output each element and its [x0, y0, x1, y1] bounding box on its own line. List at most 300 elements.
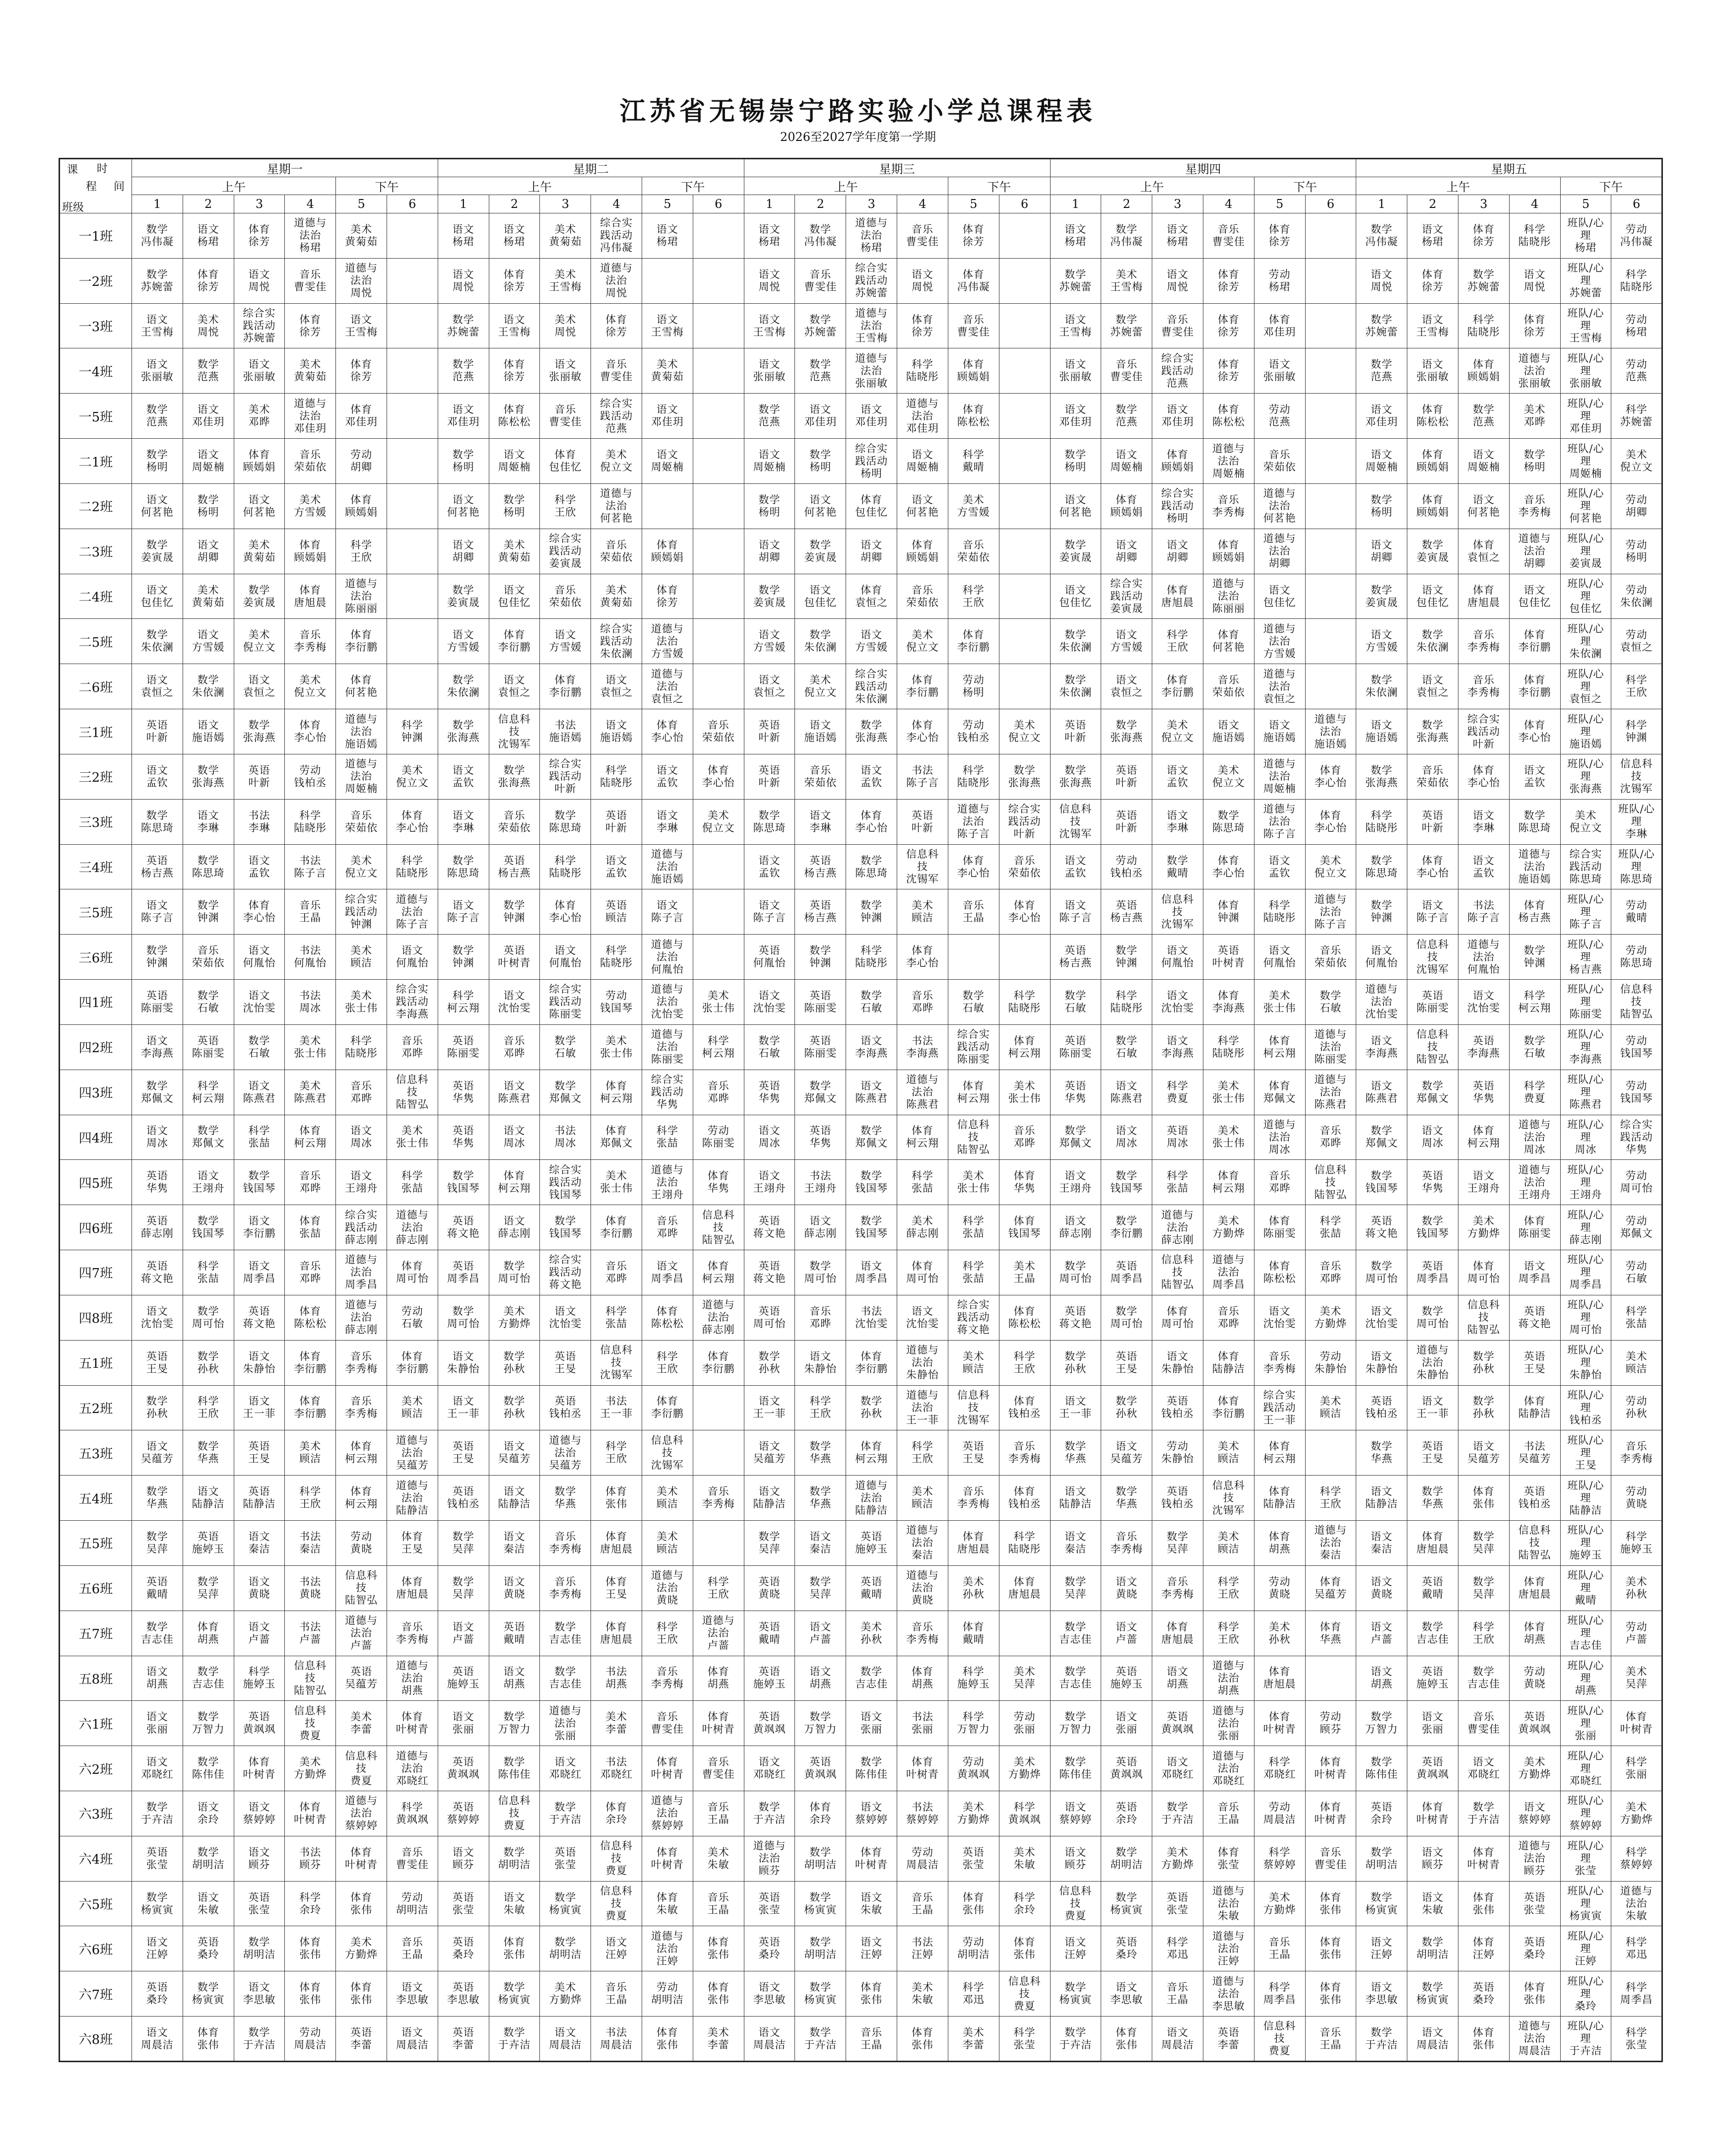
lesson-line: 英语 — [1064, 719, 1087, 732]
lesson-line: 信息科 — [600, 1840, 633, 1852]
lesson-line: 张士伟 — [600, 1182, 633, 1195]
lesson-line: 张士伟 — [396, 1137, 429, 1149]
lesson-line: 郑佩文 — [855, 1137, 888, 1149]
lesson-line: 陈思琦 — [1620, 957, 1653, 969]
lesson-cell — [438, 1205, 489, 1250]
lesson-line: 李心怡 — [906, 732, 939, 744]
class-name: 五2班 — [60, 1385, 132, 1430]
lesson-cell — [1509, 1115, 1560, 1160]
lesson-line: 秦洁 — [809, 1543, 832, 1555]
lesson-line: 科学 — [962, 1260, 985, 1272]
lesson-line: 王一菲 — [1059, 1408, 1092, 1420]
lesson-line: 体育 — [1472, 1260, 1495, 1272]
lesson-line: 黄晓 — [1268, 1588, 1291, 1600]
lesson-line: 法治 — [911, 1356, 933, 1369]
lesson-line: 周晨洁 — [1263, 1813, 1296, 1825]
lesson-cell — [1101, 1430, 1152, 1476]
lesson-cell — [132, 394, 183, 439]
lesson-line: 劳动 — [1268, 404, 1291, 416]
lesson-line: 柯云翔 — [1263, 1047, 1296, 1059]
lesson-line: 班队/心 — [1567, 1750, 1604, 1762]
lesson-line: 体育 — [503, 1936, 526, 1949]
lesson-line: 英语 — [350, 1666, 373, 1678]
lesson-line: 杨明 — [1167, 512, 1189, 525]
lesson-cell — [1611, 1521, 1662, 1566]
lesson-line: 吴萍 — [146, 1543, 168, 1555]
lesson-cell — [1203, 1656, 1254, 1701]
lesson-line: 沈锡军 — [957, 1414, 990, 1426]
lesson-line: 杨珺 — [1268, 280, 1291, 293]
lesson-line: 朱依澜 — [447, 686, 480, 699]
lesson-line: 邓晔 — [707, 1092, 729, 1104]
lesson-cell — [1152, 1385, 1203, 1430]
lesson-line: 英语 — [758, 1666, 781, 1678]
lesson-line: 陈燕君 — [1314, 1098, 1347, 1111]
lesson-line: 柯云翔 — [702, 1272, 735, 1284]
lesson-cell — [1050, 799, 1101, 844]
period-number: 6 — [999, 195, 1050, 213]
lesson-cell — [1560, 348, 1611, 394]
lesson-line: 石敏 — [860, 1002, 883, 1014]
lesson-line: 数学 — [758, 404, 781, 416]
lesson-cell — [1509, 574, 1560, 619]
lesson-line: 数学 — [1371, 1891, 1393, 1903]
lesson-line: 包佳忆 — [140, 596, 174, 608]
lesson-line: 杨寅寅 — [1059, 1994, 1092, 2006]
lesson-line: 周晨洁 — [1416, 2038, 1450, 2051]
lesson-line: 李思敏 — [243, 1994, 276, 2006]
day-header: 星期五 — [1356, 159, 1662, 177]
lesson-cell — [1356, 1070, 1407, 1115]
lesson-line: 班队/心 — [1567, 1074, 1604, 1086]
class-row — [60, 664, 1662, 709]
lesson-cell — [285, 709, 336, 754]
lesson-line: 胡卿 — [1523, 557, 1546, 570]
lesson-cell — [540, 1430, 591, 1476]
lesson-line: 数学 — [1064, 764, 1087, 776]
lesson-line: 顾嫣娟 — [1416, 506, 1450, 518]
lesson-cell — [1560, 619, 1611, 664]
period-number: 6 — [1611, 195, 1662, 213]
lesson-line: 理 — [1580, 1041, 1591, 1053]
lesson-line: 英语 — [758, 1711, 781, 1723]
lesson-line: 书法 — [554, 719, 577, 732]
lesson-line: 法治 — [656, 1807, 678, 1819]
lesson-cell — [132, 483, 183, 529]
lesson-line: 语文 — [1523, 1801, 1546, 1813]
lesson-line: 音乐 — [605, 1260, 628, 1272]
lesson-cell — [1509, 1024, 1560, 1070]
lesson-line: 语文 — [1116, 1575, 1138, 1588]
lesson-line: 语文 — [197, 449, 219, 461]
lesson-line: 音乐 — [707, 1485, 729, 1498]
lesson-line: 数学 — [809, 1575, 832, 1588]
lesson-line: 杨明 — [962, 686, 985, 699]
lesson-cell — [1203, 1611, 1254, 1656]
lesson-line: 数学 — [197, 674, 219, 686]
lesson-cell — [642, 258, 693, 303]
lesson-cell — [1254, 1565, 1305, 1611]
lesson-line: 邓佳玥 — [345, 416, 378, 428]
lesson-cell — [1560, 1160, 1611, 1205]
lesson-cell — [1356, 1791, 1407, 1836]
lesson-line: 信息科 — [1416, 1028, 1450, 1041]
lesson-cell — [1509, 483, 1560, 529]
lesson-line: 张丽敏 — [1416, 371, 1450, 383]
lesson-line: 范燕 — [605, 422, 628, 434]
period-number: 6 — [1305, 195, 1356, 213]
lesson-line: 科学 — [1523, 989, 1546, 1002]
lesson-line: 语文 — [452, 764, 474, 776]
lesson-line: 张丽敏 — [1518, 377, 1551, 389]
lesson-line: 音乐 — [1013, 1125, 1036, 1137]
lesson-cell — [897, 1836, 948, 1881]
lesson-line: 信息科 — [294, 1704, 327, 1717]
lesson-line: 数学 — [146, 1530, 168, 1543]
lesson-line: 数学 — [860, 854, 883, 867]
lesson-cell — [1509, 1881, 1560, 1926]
lesson-line: 孟钦 — [656, 776, 678, 789]
lesson-cell — [1560, 799, 1611, 844]
lesson-line: 美术 — [656, 1485, 678, 1498]
lesson-cell — [744, 1250, 795, 1295]
lesson-line: 数学 — [1371, 313, 1393, 326]
lesson-cell — [1101, 213, 1152, 259]
lesson-cell — [999, 1295, 1050, 1340]
lesson-cell — [489, 664, 540, 709]
lesson-line: 叶树青 — [651, 1768, 684, 1781]
lesson-cell — [1152, 1521, 1203, 1566]
lesson-line: 美术 — [1116, 268, 1138, 280]
lesson-line: 曹雯佳 — [651, 1723, 684, 1736]
lesson-line: 道德与 — [1212, 1659, 1245, 1672]
lesson-line: 沈锡军 — [1059, 828, 1092, 840]
lesson-cell — [1560, 303, 1611, 348]
lesson-line: 英语 — [1116, 809, 1138, 821]
lesson-line: 张喆 — [197, 1272, 219, 1284]
period-number: 5 — [336, 195, 387, 213]
lesson-line: 英语 — [452, 1485, 474, 1498]
lesson-cell — [1560, 1430, 1611, 1476]
lesson-cell — [1611, 1476, 1662, 1521]
lesson-line: 万智力 — [1365, 1723, 1398, 1736]
lesson-cell — [540, 1385, 591, 1430]
lesson-line: 钱柏丞 — [1110, 867, 1143, 879]
lesson-line: 劳动 — [1523, 1666, 1546, 1678]
lesson-line: 音乐 — [1320, 1846, 1342, 1858]
morning-header: 上午 — [1050, 177, 1254, 195]
lesson-line: 李海燕 — [1161, 1047, 1194, 1059]
lesson-line: 体育 — [1217, 854, 1240, 867]
lesson-cell — [387, 935, 438, 980]
lesson-line: 周晨洁 — [396, 2038, 429, 2051]
lesson-cell — [336, 709, 387, 754]
lesson-line: 体育 — [1320, 1575, 1342, 1588]
lesson-line: 周可怡 — [1059, 1272, 1092, 1284]
lesson-cell — [1560, 213, 1611, 259]
lesson-cell — [999, 439, 1050, 484]
lesson-cell — [540, 1024, 591, 1070]
lesson-line: 黄晓 — [503, 1588, 526, 1600]
lesson-cell — [795, 980, 846, 1025]
lesson-line: 何胤怡 — [1263, 957, 1296, 969]
lesson-line: 语文 — [146, 899, 168, 912]
lesson-cell — [1356, 1881, 1407, 1926]
lesson-cell — [999, 1521, 1050, 1566]
lesson-line: 体育 — [401, 1260, 423, 1272]
lesson-cell — [1254, 1881, 1305, 1926]
lesson-line: 华燕 — [1422, 1498, 1444, 1510]
lesson-line: 荣茹依 — [294, 461, 327, 473]
lesson-line: 践活动 — [1467, 725, 1500, 738]
lesson-line: 方勤烨 — [957, 1813, 990, 1825]
lesson-cell — [1305, 1971, 1356, 2017]
lesson-cell — [897, 1295, 948, 1340]
lesson-line: 语文 — [503, 223, 526, 235]
lesson-line: 张丽 — [1013, 1723, 1036, 1736]
lesson-line: 余玲 — [1371, 1813, 1393, 1825]
lesson-cell — [846, 1746, 897, 1791]
lesson-cell — [489, 574, 540, 619]
lesson-cell — [897, 1430, 948, 1476]
lesson-line: 体育 — [350, 629, 373, 641]
lesson-line: 周姬楠 — [1467, 461, 1500, 473]
lesson-cell — [897, 709, 948, 754]
lesson-line: 数学 — [1064, 1711, 1087, 1723]
lesson-cell — [591, 2017, 642, 2062]
lesson-line: 李蕾 — [452, 2038, 474, 2051]
lesson-line: 英语 — [860, 1575, 883, 1588]
lesson-line: 英语 — [1422, 989, 1444, 1002]
lesson-line: 荣茹依 — [906, 596, 939, 608]
lesson-line: 语文 — [197, 539, 219, 551]
lesson-cell — [489, 1656, 540, 1701]
lesson-cell — [234, 1881, 285, 1926]
lesson-line: 道德与 — [855, 217, 888, 229]
lesson-line: 语文 — [401, 2026, 423, 2038]
lesson-line: 袁恒之 — [1416, 686, 1450, 699]
lesson-line: 语文 — [860, 1936, 883, 1949]
lesson-line: 英语 — [1167, 1395, 1189, 1408]
lesson-line: 周悦 — [1523, 280, 1546, 293]
lesson-line: 胡燕 — [1167, 1678, 1189, 1690]
lesson-line: 唐旭晨 — [600, 1543, 633, 1555]
lesson-cell — [1050, 980, 1101, 1025]
lesson-line: 孙秋 — [197, 1362, 219, 1375]
class-name: 六1班 — [60, 1701, 132, 1746]
lesson-cell — [387, 709, 438, 754]
lesson-line: 语文 — [1064, 313, 1087, 326]
lesson-cell — [744, 1340, 795, 1385]
lesson-line: 徐芳 — [605, 326, 628, 338]
lesson-cell — [132, 348, 183, 394]
lesson-line: 秦洁 — [503, 1543, 526, 1555]
lesson-cell — [1050, 1521, 1101, 1566]
lesson-line: 英语 — [758, 764, 781, 776]
lesson-line: 语文 — [503, 989, 526, 1002]
lesson-line: 体育 — [605, 1575, 628, 1588]
lesson-line: 王一菲 — [1416, 1408, 1450, 1420]
class-name: 二5班 — [60, 619, 132, 664]
lesson-line: 英语 — [758, 719, 781, 732]
lesson-line: 邓佳玥 — [192, 416, 225, 428]
lesson-cell — [642, 935, 693, 980]
lesson-line: 书法 — [1472, 899, 1495, 912]
lesson-line: 道德与 — [1212, 1930, 1245, 1942]
lesson-line: 美术 — [656, 358, 678, 371]
lesson-line: 费夏 — [1013, 2000, 1036, 2012]
lesson-line: 语文 — [146, 1666, 168, 1678]
lesson-line: 道德与 — [294, 217, 327, 229]
lesson-cell — [795, 1115, 846, 1160]
lesson-line: 理 — [1580, 1176, 1591, 1188]
lesson-line: 周姬楠 — [651, 461, 684, 473]
afternoon-header: 下午 — [948, 177, 1050, 195]
lesson-cell — [234, 1476, 285, 1521]
lesson-line: 语文 — [1371, 1034, 1393, 1047]
lesson-line: 信息科 — [600, 1885, 633, 1897]
lesson-cell — [1305, 439, 1356, 484]
lesson-line: 语文 — [1064, 1395, 1087, 1408]
lesson-line: 道德与 — [1314, 1524, 1347, 1537]
lesson-cell — [744, 394, 795, 439]
lesson-line: 张丽敏 — [243, 371, 276, 383]
lesson-line: 数学 — [1371, 1170, 1393, 1182]
lesson-line: 语文 — [1422, 223, 1444, 235]
lesson-line: 数学 — [860, 899, 883, 912]
lesson-line: 班队/心 — [1567, 713, 1604, 725]
lesson-cell — [183, 439, 234, 484]
lesson-line: 徐芳 — [1268, 235, 1291, 248]
lesson-line: 桑玲 — [197, 1949, 219, 1961]
lesson-cell — [795, 1701, 846, 1746]
lesson-cell — [744, 1746, 795, 1791]
lesson-cell — [744, 1836, 795, 1881]
lesson-line: 施语嫣 — [600, 732, 633, 744]
lesson-cell — [744, 1611, 795, 1656]
lesson-cell — [1152, 1295, 1203, 1340]
lesson-line: 叶新 — [605, 821, 628, 834]
lesson-line: 唐旭晨 — [294, 596, 327, 608]
lesson-line: 数学 — [1064, 2026, 1087, 2038]
lesson-cell — [1611, 1836, 1662, 1881]
lesson-cell — [693, 980, 744, 1025]
lesson-line: 苏婉蕾 — [1467, 280, 1500, 293]
lesson-line: 数学 — [503, 1846, 526, 1858]
lesson-line: 石敏 — [1320, 1002, 1342, 1014]
lesson-line: 音乐 — [707, 1756, 729, 1768]
lesson-cell — [1101, 1205, 1152, 1250]
lesson-line: 书法 — [299, 989, 322, 1002]
lesson-cell — [1407, 1024, 1458, 1070]
lesson-cell — [591, 1611, 642, 1656]
lesson-line: 美术 — [1217, 1530, 1240, 1543]
lesson-line: 英语 — [758, 1891, 781, 1903]
lesson-line: 体育 — [1422, 1530, 1444, 1543]
lesson-cell — [744, 1115, 795, 1160]
lesson-line: 顾嫣娟 — [906, 551, 939, 563]
lesson-line: 数学 — [1320, 989, 1342, 1002]
lesson-line: 胡明洁 — [396, 1903, 429, 1916]
lesson-line: 体育 — [962, 268, 985, 280]
lesson-line: 音乐 — [1217, 493, 1240, 506]
lesson-line: 陆晓彤 — [549, 867, 582, 879]
lesson-line: 朱依澜 — [1365, 686, 1398, 699]
class-name: 二6班 — [60, 664, 132, 709]
lesson-line: 钱国琴 — [1620, 1092, 1653, 1104]
lesson-cell — [642, 1070, 693, 1115]
lesson-line: 道德与 — [1161, 1209, 1194, 1221]
lesson-line: 法治 — [1268, 545, 1291, 557]
lesson-cell — [1356, 2017, 1407, 2062]
lesson-line: 语文 — [452, 404, 474, 416]
lesson-line: 道德与 — [345, 1615, 378, 1627]
lesson-line: 数学 — [1371, 223, 1393, 235]
lesson-line: 科学 — [911, 1440, 933, 1453]
lesson-cell — [999, 529, 1050, 574]
lesson-line: 朱敏 — [860, 1903, 883, 1916]
lesson-line: 音乐 — [1013, 1440, 1036, 1453]
lesson-line: 综合实 — [549, 1254, 582, 1266]
lesson-cell — [234, 1746, 285, 1791]
lesson-line: 法治 — [1523, 1852, 1546, 1865]
lesson-line: 李衍鹏 — [498, 641, 531, 654]
lesson-line: 何茗艳 — [1569, 512, 1602, 525]
lesson-line: 数学 — [758, 1530, 781, 1543]
lesson-line: 英语 — [452, 1756, 474, 1768]
lesson-line: 书法 — [299, 854, 322, 867]
lesson-line: 蔡婷婷 — [243, 1813, 276, 1825]
lesson-line: 孙秋 — [1472, 1362, 1495, 1375]
lesson-line: 道德与 — [906, 1074, 939, 1086]
lesson-line: 英语 — [1371, 1395, 1393, 1408]
period-number: 3 — [846, 195, 897, 213]
lesson-line: 数学 — [146, 944, 168, 957]
lesson-cell — [1152, 980, 1203, 1025]
lesson-line: 美术 — [197, 584, 219, 596]
lesson-line: 邓晓红 — [1263, 1768, 1296, 1781]
lesson-line: 数学 — [1116, 1485, 1138, 1498]
lesson-line: 道德与 — [396, 1209, 429, 1221]
lesson-line: 美术 — [350, 989, 373, 1002]
lesson-line: 李衍鹏 — [345, 641, 378, 654]
lesson-line: 理 — [1580, 1762, 1591, 1774]
lesson-line: 法治 — [1320, 1041, 1342, 1053]
lesson-line: 语文 — [197, 1801, 219, 1813]
lesson-cell — [897, 1971, 948, 2017]
lesson-line: 数学 — [1371, 674, 1393, 686]
lesson-line: 胡燕 — [503, 1678, 526, 1690]
lesson-line: 法治 — [401, 1672, 423, 1684]
lesson-line: 班队/心 — [1567, 1299, 1604, 1311]
lesson-line: 陈思琦 — [1620, 873, 1653, 885]
lesson-line: 吉志佳 — [140, 1633, 174, 1645]
lesson-line: 科学 — [911, 1170, 933, 1182]
lesson-line: 劳动 — [1625, 1079, 1648, 1092]
lesson-line: 孙秋 — [146, 1408, 168, 1420]
lesson-cell — [591, 1971, 642, 2017]
lesson-line: 理 — [1580, 1266, 1591, 1279]
lesson-line: 胡明洁 — [957, 1949, 990, 1961]
lesson-line: 数学 — [1167, 854, 1189, 867]
lesson-cell — [1152, 1656, 1203, 1701]
lesson-line: 于卉洁 — [1569, 2045, 1602, 2057]
lesson-cell — [1458, 1340, 1509, 1385]
lesson-line: 体育 — [1320, 1756, 1342, 1768]
lesson-cell — [489, 1746, 540, 1791]
lesson-cell — [132, 1746, 183, 1791]
lesson-line: 朱静怡 — [1161, 1362, 1194, 1375]
